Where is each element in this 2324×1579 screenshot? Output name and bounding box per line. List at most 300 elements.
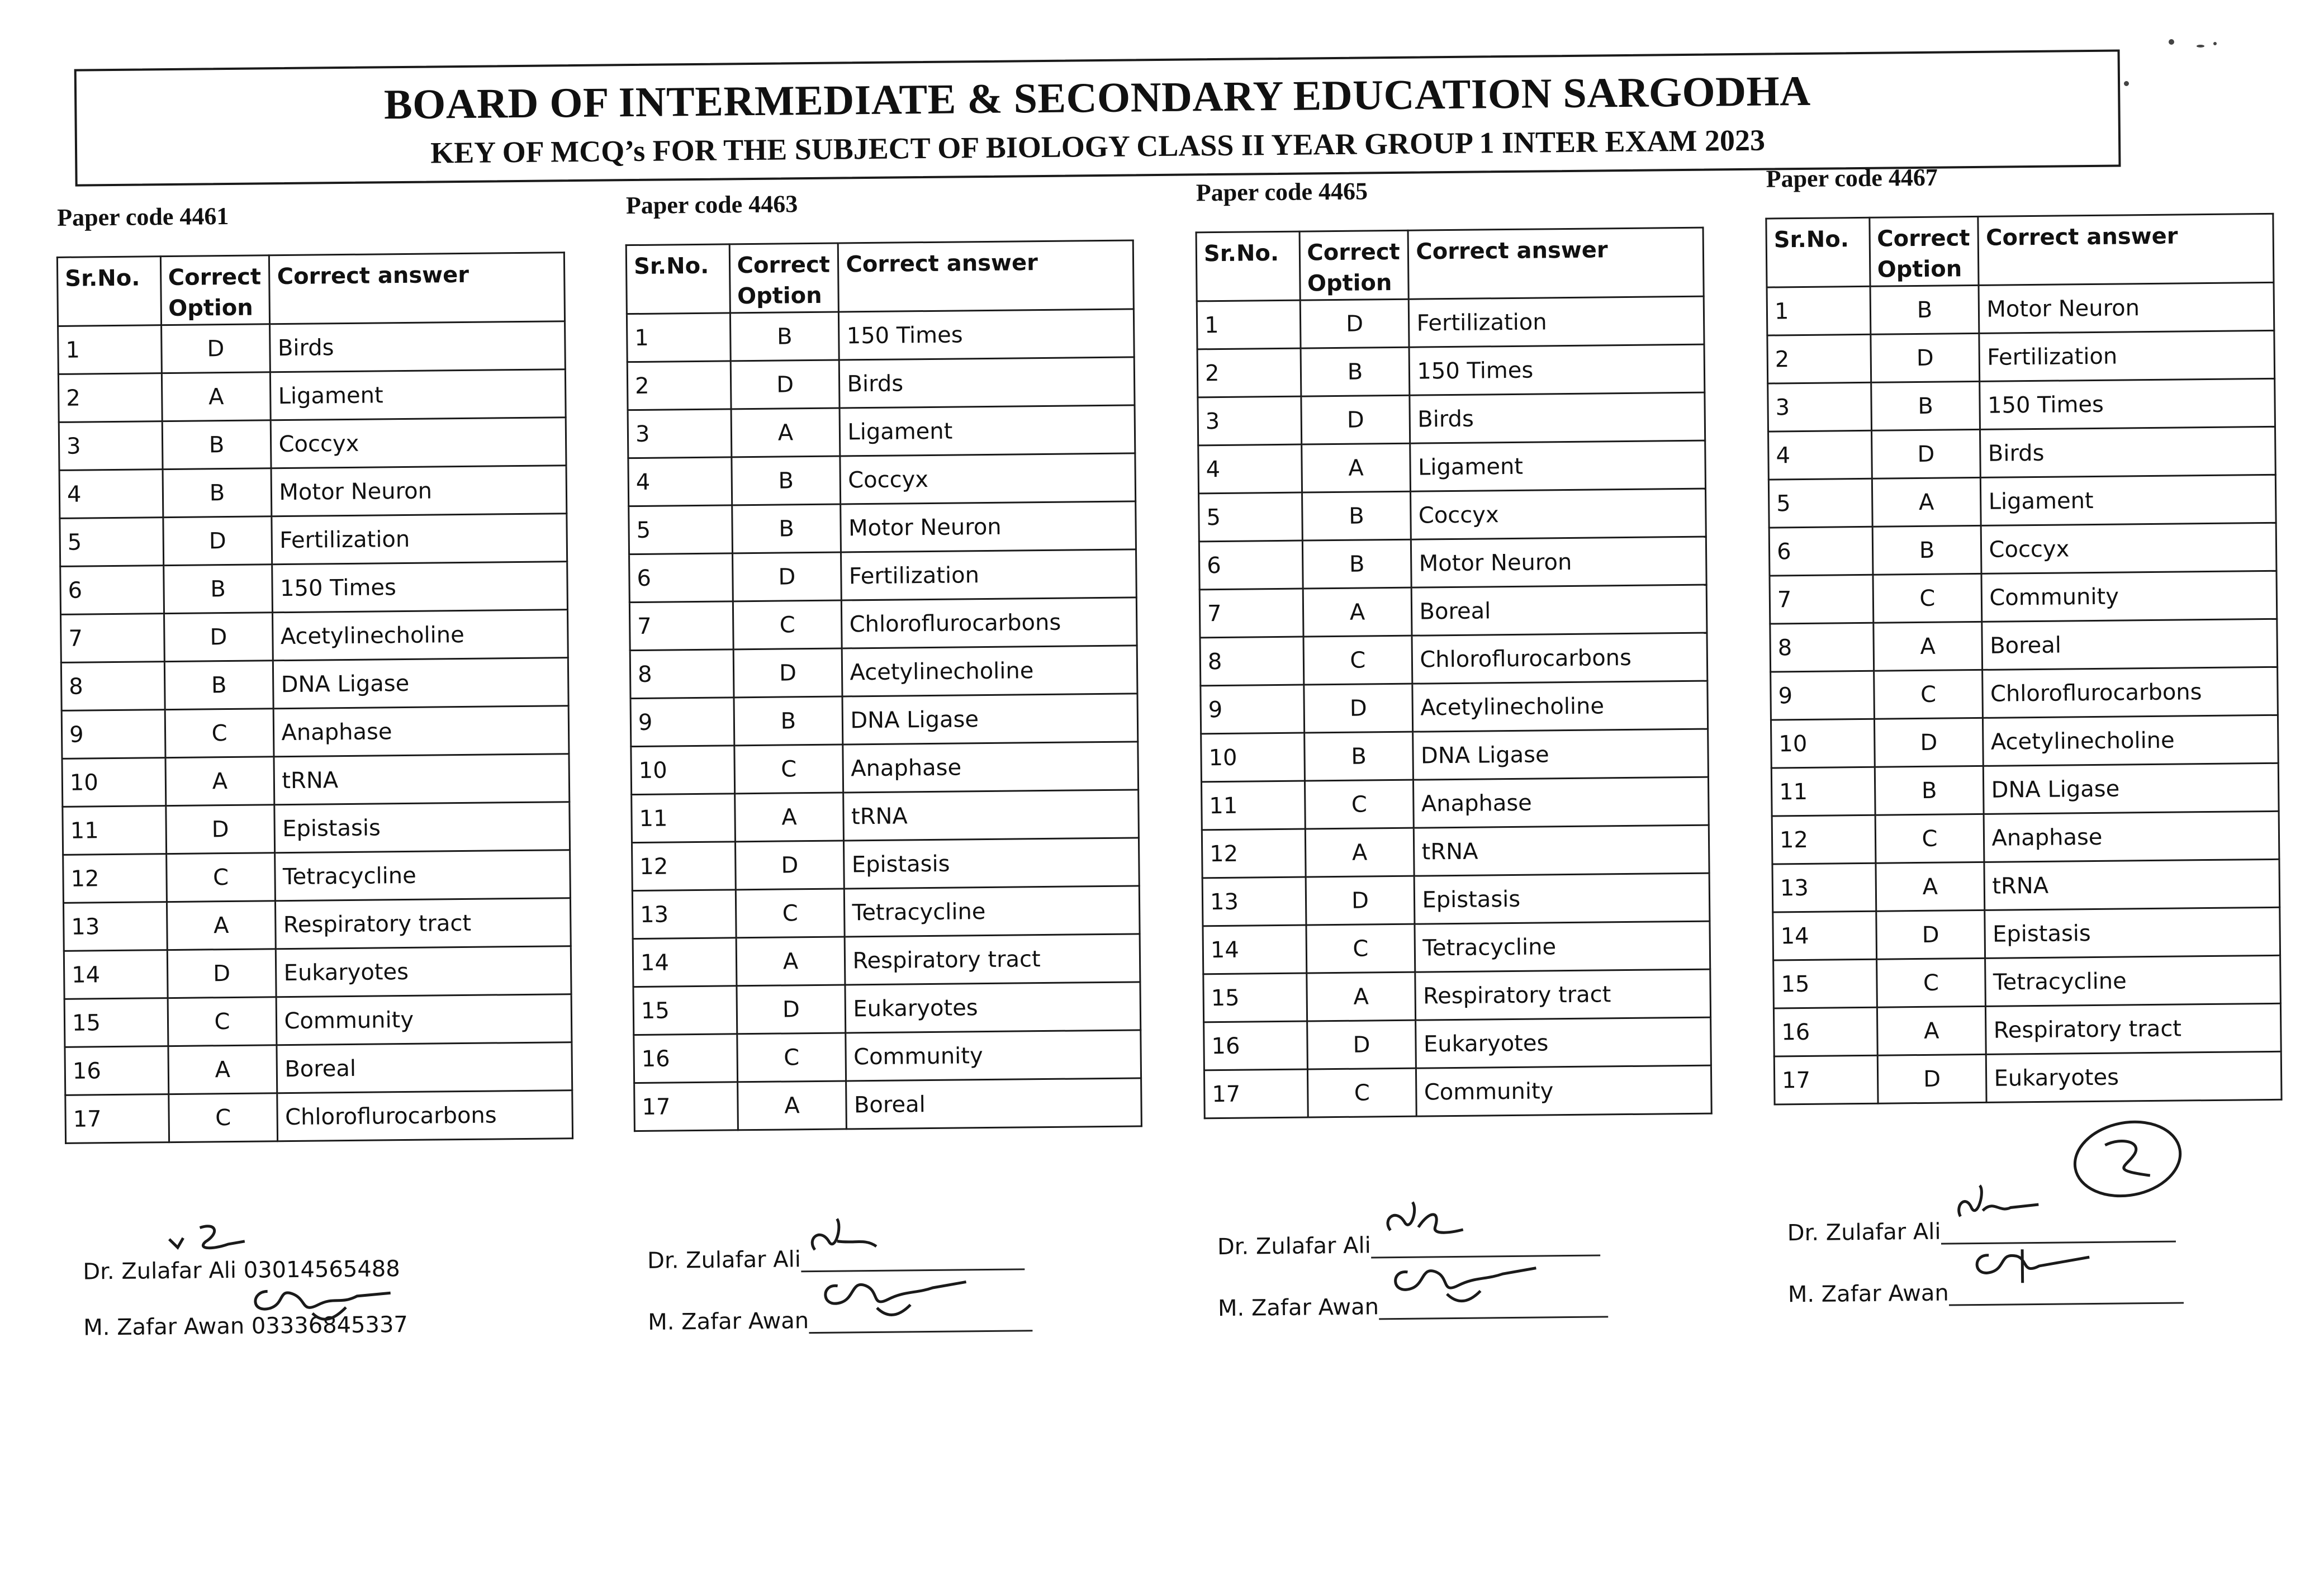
sr-cell: 3 bbox=[59, 421, 162, 471]
table-row bbox=[628, 405, 1135, 458]
answer-cell: Fertilization bbox=[272, 514, 567, 565]
option-cell: B bbox=[164, 661, 274, 710]
answer-cell: Birds bbox=[1980, 426, 2275, 477]
answer-table-4465 bbox=[1196, 227, 1713, 1120]
signature-zafar-1 bbox=[245, 1273, 407, 1325]
table-row bbox=[59, 418, 566, 471]
table-row bbox=[1202, 825, 1709, 878]
sr-cell: 17 bbox=[1774, 1055, 1877, 1104]
signature-zulafar-1 bbox=[166, 1216, 290, 1262]
table-row bbox=[1771, 667, 2278, 720]
table-row bbox=[1767, 282, 2274, 335]
table-row bbox=[58, 321, 566, 374]
answer-cell: Chloroflurocarbons bbox=[842, 598, 1137, 648]
option-cell: D bbox=[733, 648, 843, 698]
table-row bbox=[60, 562, 568, 615]
column-header-sr: Sr.No. bbox=[1196, 231, 1300, 301]
answer-table-4463 bbox=[625, 239, 1142, 1132]
table-row bbox=[1200, 633, 1708, 686]
signature-zulafar-3 bbox=[1379, 1199, 1480, 1250]
signature-zafar-4 bbox=[1966, 1237, 2112, 1289]
option-cell: A bbox=[1873, 622, 1982, 671]
sr-cell: 8 bbox=[1770, 623, 1874, 672]
answer-cell: 150 Times bbox=[839, 309, 1134, 360]
option-cell: C bbox=[736, 889, 845, 938]
table-row bbox=[634, 1078, 1142, 1131]
answer-cell: DNA Ligase bbox=[842, 694, 1137, 745]
answer-cell: Coccyx bbox=[1411, 489, 1706, 539]
option-cell: D bbox=[731, 360, 840, 409]
answer-cell: Eukaryotes bbox=[1986, 1051, 2282, 1102]
table-body bbox=[58, 321, 573, 1144]
answer-cell: Birds bbox=[270, 321, 565, 372]
sr-cell: 9 bbox=[1771, 671, 1874, 720]
sr-cell: 8 bbox=[630, 649, 733, 699]
column-header-answer: Correct answer bbox=[838, 240, 1134, 312]
option-cell: D bbox=[1874, 718, 1984, 767]
sr-cell: 10 bbox=[1201, 733, 1305, 782]
sr-cell: 6 bbox=[1769, 527, 1872, 576]
table-header-row bbox=[57, 253, 565, 326]
sr-cell: 8 bbox=[61, 662, 164, 711]
option-cell: B bbox=[1302, 491, 1411, 540]
table-row bbox=[65, 1090, 573, 1144]
option-cell: B bbox=[1304, 732, 1414, 781]
answer-cell: Acetylinecholine bbox=[1412, 681, 1708, 732]
sr-cell: 12 bbox=[1202, 829, 1305, 878]
answer-cell: Motor Neuron bbox=[271, 466, 566, 516]
option-cell: A bbox=[1305, 828, 1415, 877]
option-cell: C bbox=[734, 745, 843, 794]
answer-cell: Anaphase bbox=[843, 742, 1138, 793]
answer-cell: Eukaryotes bbox=[276, 946, 571, 997]
table-row bbox=[632, 838, 1139, 891]
signatory-name-1: Dr. Zulafar Ali bbox=[1217, 1232, 1371, 1260]
answer-cell: Epistasis bbox=[1985, 907, 2280, 958]
table-row bbox=[1203, 969, 1711, 1022]
column-header-sr: Sr.No. bbox=[626, 244, 730, 314]
column-header-sr: Sr.No. bbox=[57, 257, 161, 326]
option-cell: A bbox=[162, 372, 271, 421]
answer-cell: Anaphase bbox=[1414, 777, 1709, 828]
sr-cell: 12 bbox=[1772, 815, 1875, 864]
table-row bbox=[1202, 873, 1710, 926]
sr-cell: 1 bbox=[1767, 286, 1870, 335]
option-cell: C bbox=[1876, 958, 1986, 1007]
sr-cell: 15 bbox=[64, 998, 168, 1047]
answer-cell: 150 Times bbox=[1980, 378, 2275, 429]
answer-cell: Chloroflurocarbons bbox=[1412, 633, 1707, 684]
scan-speck bbox=[2124, 81, 2129, 86]
paper-code-4467: Paper code 4467 bbox=[1766, 163, 1938, 193]
sr-cell: 7 bbox=[1199, 589, 1303, 638]
option-cell: D bbox=[1876, 910, 1985, 959]
table-row bbox=[1768, 426, 2276, 480]
answer-cell: Epistasis bbox=[1415, 873, 1710, 924]
option-cell: C bbox=[1306, 924, 1415, 973]
option-cell: C bbox=[168, 1093, 278, 1142]
table-row bbox=[632, 886, 1140, 939]
table-row bbox=[1201, 681, 1708, 734]
sr-cell: 11 bbox=[1771, 767, 1875, 816]
table-row bbox=[60, 514, 567, 567]
table-row bbox=[63, 802, 570, 855]
sr-cell: 1 bbox=[58, 325, 162, 374]
option-cell: B bbox=[162, 420, 272, 470]
sr-cell: 5 bbox=[629, 505, 732, 554]
option-cell: C bbox=[733, 600, 842, 649]
signature-zulafar-2 bbox=[803, 1215, 904, 1267]
option-cell: A bbox=[737, 1081, 847, 1130]
sr-cell: 10 bbox=[62, 758, 165, 807]
table-row bbox=[1203, 921, 1710, 974]
option-cell: D bbox=[736, 985, 846, 1034]
option-cell: C bbox=[1875, 814, 1985, 863]
sr-cell: 2 bbox=[627, 361, 731, 410]
answer-cell: DNA Ligase bbox=[273, 658, 568, 709]
table-row bbox=[1198, 392, 1705, 445]
sr-cell: 6 bbox=[1199, 540, 1302, 590]
table-row bbox=[61, 658, 568, 711]
answer-cell: Tetracycline bbox=[1985, 955, 2280, 1006]
answer-cell: Fertilization bbox=[1979, 330, 2274, 381]
circled-initial-mark bbox=[2066, 1113, 2190, 1204]
table-row bbox=[61, 706, 569, 759]
option-cell: D bbox=[1306, 876, 1415, 925]
table-row bbox=[1770, 571, 2277, 624]
answer-cell: Fertilization bbox=[1409, 296, 1704, 347]
table-row bbox=[64, 994, 572, 1047]
answer-cell: Coccyx bbox=[1981, 523, 2276, 573]
option-cell: C bbox=[737, 1033, 846, 1082]
table-row bbox=[1772, 811, 2279, 864]
signatory-name-2: M. Zafar Awan bbox=[1217, 1294, 1379, 1322]
column-header-option: Correct Option bbox=[1299, 230, 1409, 300]
answer-cell: tRNA bbox=[1984, 859, 2279, 910]
option-cell: D bbox=[167, 949, 277, 998]
option-cell: A bbox=[165, 757, 275, 806]
table-row bbox=[1767, 330, 2275, 383]
signatory-name-2: M. Zafar Awan 03336845337 bbox=[83, 1311, 409, 1341]
sr-cell: 16 bbox=[634, 1034, 737, 1083]
option-cell: D bbox=[1301, 395, 1410, 444]
table-row bbox=[63, 850, 571, 903]
answer-cell: Motor Neuron bbox=[1979, 282, 2274, 333]
option-cell: C bbox=[1873, 573, 1982, 623]
option-cell: D bbox=[1870, 333, 1980, 382]
answer-cell: 150 Times bbox=[272, 562, 567, 613]
answer-cell: Motor Neuron bbox=[1411, 537, 1706, 587]
sr-cell: 15 bbox=[1773, 959, 1877, 1008]
table-row bbox=[58, 369, 566, 423]
sr-cell: 4 bbox=[628, 457, 732, 506]
answer-table-4461 bbox=[56, 252, 573, 1144]
option-cell: A bbox=[734, 793, 844, 842]
option-cell: B bbox=[1871, 381, 1980, 430]
column-header-option: Correct Option bbox=[1869, 216, 1979, 286]
table-row bbox=[631, 742, 1139, 795]
table-row bbox=[628, 453, 1136, 506]
option-cell: A bbox=[1303, 587, 1412, 637]
sr-cell: 9 bbox=[1201, 685, 1304, 734]
sr-cell: 10 bbox=[1771, 719, 1874, 768]
table-row bbox=[1199, 585, 1707, 638]
table-row bbox=[1201, 777, 1709, 830]
answer-cell: Respiratory tract bbox=[845, 934, 1140, 985]
sr-cell: 14 bbox=[64, 950, 167, 999]
column-header-option: Correct Option bbox=[729, 243, 839, 313]
sr-cell: 13 bbox=[1772, 863, 1876, 912]
table-row bbox=[632, 790, 1139, 843]
answer-cell: Eukaryotes bbox=[845, 982, 1140, 1033]
option-cell: B bbox=[731, 456, 841, 505]
table-row bbox=[627, 309, 1134, 362]
option-cell: A bbox=[1301, 443, 1411, 492]
sr-cell: 6 bbox=[60, 566, 164, 615]
sr-cell: 16 bbox=[1204, 1021, 1307, 1070]
scan-speck bbox=[2169, 39, 2174, 45]
sr-cell: 10 bbox=[631, 746, 734, 795]
scan-speck bbox=[2213, 42, 2217, 45]
option-cell: B bbox=[732, 504, 841, 553]
sr-cell: 14 bbox=[633, 938, 736, 987]
answer-cell: Chloroflurocarbons bbox=[1982, 667, 2278, 718]
option-cell: C bbox=[1303, 636, 1413, 685]
table-row bbox=[1204, 1017, 1711, 1070]
sr-cell: 2 bbox=[58, 373, 162, 423]
table-row bbox=[627, 357, 1135, 410]
sr-cell: 8 bbox=[1200, 637, 1303, 686]
sr-cell: 16 bbox=[65, 1046, 168, 1096]
sr-cell: 7 bbox=[61, 614, 164, 663]
sr-cell: 14 bbox=[1773, 911, 1876, 960]
sr-cell: 1 bbox=[627, 313, 730, 362]
answer-cell: Chloroflurocarbons bbox=[277, 1090, 572, 1141]
sr-cell: 13 bbox=[632, 890, 736, 939]
option-cell: A bbox=[736, 937, 846, 986]
option-cell: C bbox=[168, 997, 277, 1046]
table-row bbox=[1773, 907, 2280, 960]
table-body bbox=[627, 309, 1141, 1131]
option-cell: B bbox=[1875, 766, 1984, 815]
table-row bbox=[630, 646, 1137, 699]
table-row bbox=[61, 610, 568, 663]
option-cell: D bbox=[735, 841, 845, 890]
answer-cell: Boreal bbox=[1412, 585, 1707, 636]
option-cell: C bbox=[1874, 670, 1983, 719]
table-row bbox=[629, 549, 1137, 603]
table-header-row bbox=[1196, 227, 1704, 301]
scan-speck bbox=[2197, 45, 2204, 48]
answer-cell: Community bbox=[277, 994, 572, 1045]
signature-zafar-2 bbox=[815, 1265, 983, 1322]
sr-cell: 3 bbox=[628, 409, 731, 458]
sr-cell: 17 bbox=[634, 1082, 738, 1131]
sr-cell: 11 bbox=[1201, 781, 1305, 830]
sr-cell: 12 bbox=[63, 854, 167, 903]
column-header-option: Correct Option bbox=[160, 255, 270, 325]
option-cell: A bbox=[1306, 972, 1416, 1021]
sr-cell: 7 bbox=[1770, 575, 1873, 624]
column-header-sr: Sr.No. bbox=[1766, 217, 1870, 287]
answer-cell: 150 Times bbox=[1410, 344, 1705, 395]
table-row bbox=[1773, 955, 2281, 1008]
sr-cell: 17 bbox=[65, 1094, 169, 1144]
sr-cell: 14 bbox=[1203, 925, 1306, 974]
table-row bbox=[64, 946, 571, 999]
answer-cell: Epistasis bbox=[274, 802, 570, 853]
table-header-row bbox=[1766, 214, 2274, 287]
table-body bbox=[1197, 296, 1711, 1118]
table-header-row bbox=[626, 240, 1133, 314]
sr-cell: 7 bbox=[629, 601, 733, 651]
answer-cell: Ligament bbox=[271, 369, 566, 420]
table-row bbox=[1768, 475, 2276, 528]
sr-cell: 5 bbox=[1199, 492, 1302, 542]
sr-cell: 4 bbox=[1768, 430, 1872, 480]
column-header-answer: Correct answer bbox=[269, 253, 565, 324]
option-cell: C bbox=[166, 853, 276, 902]
sr-cell: 4 bbox=[1198, 444, 1302, 494]
sr-cell: 3 bbox=[1198, 396, 1301, 445]
table-row bbox=[1769, 523, 2276, 576]
option-cell: D bbox=[1871, 429, 1981, 478]
sr-cell: 13 bbox=[63, 902, 167, 951]
answer-cell: Community bbox=[1416, 1065, 1711, 1116]
answer-cell: DNA Ligase bbox=[1413, 729, 1708, 780]
option-cell: B bbox=[1302, 539, 1412, 589]
answer-cell: Ligament bbox=[1981, 475, 2276, 525]
answer-cell: Respiratory tract bbox=[1415, 969, 1710, 1020]
table-row bbox=[629, 598, 1137, 651]
option-cell: C bbox=[165, 709, 274, 758]
option-cell: D bbox=[165, 805, 275, 854]
signatory-name-2: M. Zafar Awan bbox=[1787, 1280, 1949, 1308]
sr-cell: 2 bbox=[1767, 334, 1871, 383]
option-cell: D bbox=[161, 324, 271, 373]
answer-cell: Community bbox=[846, 1030, 1141, 1081]
table-row bbox=[1771, 763, 2279, 816]
table-row bbox=[1768, 378, 2275, 432]
option-cell: A bbox=[1875, 862, 1985, 911]
option-cell: D bbox=[1300, 299, 1410, 348]
paper-code-4461: Paper code 4461 bbox=[56, 202, 229, 231]
option-cell: B bbox=[730, 312, 840, 361]
answer-cell: Boreal bbox=[846, 1078, 1141, 1129]
table-row bbox=[1774, 1051, 2282, 1104]
answer-cell: Acetylinecholine bbox=[273, 610, 568, 661]
table-row bbox=[1201, 729, 1709, 782]
sr-cell: 16 bbox=[1773, 1007, 1877, 1056]
table-row bbox=[63, 898, 571, 951]
answer-cell: Anaphase bbox=[274, 706, 569, 757]
sr-cell: 15 bbox=[1203, 973, 1307, 1022]
answer-cell: Anaphase bbox=[1984, 811, 2279, 862]
board-title: BOARD OF INTERMEDIATE & SECONDARY EDUCATION SARGODHA bbox=[383, 67, 1811, 129]
table-row bbox=[1773, 1003, 2281, 1056]
answer-table-4467 bbox=[1765, 213, 2282, 1106]
answer-cell: Boreal bbox=[1982, 619, 2277, 670]
option-cell: A bbox=[731, 408, 841, 457]
answer-cell: tRNA bbox=[1414, 825, 1709, 876]
answer-cell: Coccyx bbox=[840, 453, 1135, 504]
table-body bbox=[1767, 282, 2282, 1104]
paper-code-4463: Paper code 4463 bbox=[625, 190, 798, 220]
option-cell: D bbox=[1307, 1020, 1416, 1069]
answer-cell: Coccyx bbox=[271, 418, 566, 468]
answer-cell: Motor Neuron bbox=[841, 501, 1136, 552]
table-row bbox=[1771, 715, 2278, 768]
answer-cell: Boreal bbox=[277, 1042, 572, 1093]
table-row bbox=[630, 694, 1138, 747]
sr-cell: 2 bbox=[1197, 348, 1301, 397]
column-header-answer: Correct answer bbox=[1408, 227, 1704, 299]
signatory-name-1: Dr. Zulafar Ali bbox=[1787, 1218, 1941, 1246]
answer-cell: Birds bbox=[1410, 392, 1705, 443]
table-row bbox=[629, 501, 1136, 554]
answer-cell: Ligament bbox=[1410, 440, 1705, 491]
sr-cell: 13 bbox=[1202, 877, 1306, 926]
answer-cell: Ligament bbox=[840, 405, 1135, 456]
signature-zulafar-4 bbox=[1943, 1182, 2056, 1234]
answer-cell: Respiratory tract bbox=[276, 898, 571, 949]
table-row bbox=[634, 1030, 1141, 1083]
answer-cell: tRNA bbox=[274, 754, 569, 805]
sr-cell: 17 bbox=[1204, 1069, 1307, 1118]
sr-cell: 1 bbox=[1197, 300, 1300, 349]
table-row bbox=[1198, 440, 1706, 494]
option-cell: D bbox=[1303, 684, 1413, 733]
signatory-name-1: Dr. Zulafar Ali 03014565488 bbox=[83, 1256, 400, 1285]
table-row bbox=[62, 754, 570, 807]
table-row bbox=[65, 1042, 572, 1096]
answer-cell: Tetracycline bbox=[275, 850, 570, 901]
option-cell: B bbox=[1301, 347, 1410, 396]
answer-cell: Acetylinecholine bbox=[842, 646, 1137, 696]
option-cell: A bbox=[1877, 1006, 1986, 1055]
signature-zafar-3 bbox=[1385, 1251, 1553, 1308]
signatory-name-2: M. Zafar Awan bbox=[648, 1308, 809, 1335]
option-cell: A bbox=[168, 1045, 277, 1094]
sr-cell: 6 bbox=[629, 553, 733, 603]
table-row bbox=[1772, 859, 2280, 912]
option-cell: A bbox=[1872, 477, 1981, 527]
sr-cell: 5 bbox=[1768, 478, 1872, 528]
answer-cell: Fertilization bbox=[841, 549, 1136, 600]
answer-cell: tRNA bbox=[843, 790, 1139, 841]
option-cell: C bbox=[1307, 1068, 1417, 1117]
answer-cell: Tetracycline bbox=[1415, 921, 1710, 972]
option-cell: A bbox=[167, 901, 276, 950]
option-cell: D bbox=[164, 613, 273, 662]
table-row bbox=[59, 466, 567, 519]
option-cell: B bbox=[163, 468, 272, 518]
answer-cell: Birds bbox=[840, 357, 1135, 408]
table-row bbox=[1204, 1065, 1711, 1118]
sr-cell: 12 bbox=[632, 842, 735, 891]
sr-cell: 3 bbox=[1768, 382, 1871, 432]
table-row bbox=[1770, 619, 2278, 672]
table-row bbox=[1199, 489, 1706, 542]
option-cell: B bbox=[1872, 525, 1982, 575]
sr-cell: 4 bbox=[59, 470, 163, 519]
sr-cell: 9 bbox=[630, 698, 734, 747]
sr-cell: 11 bbox=[632, 794, 735, 843]
table-row bbox=[633, 934, 1140, 987]
answer-cell: Eukaryotes bbox=[1416, 1017, 1711, 1068]
sr-cell: 5 bbox=[60, 518, 163, 567]
sr-cell: 11 bbox=[63, 806, 166, 855]
